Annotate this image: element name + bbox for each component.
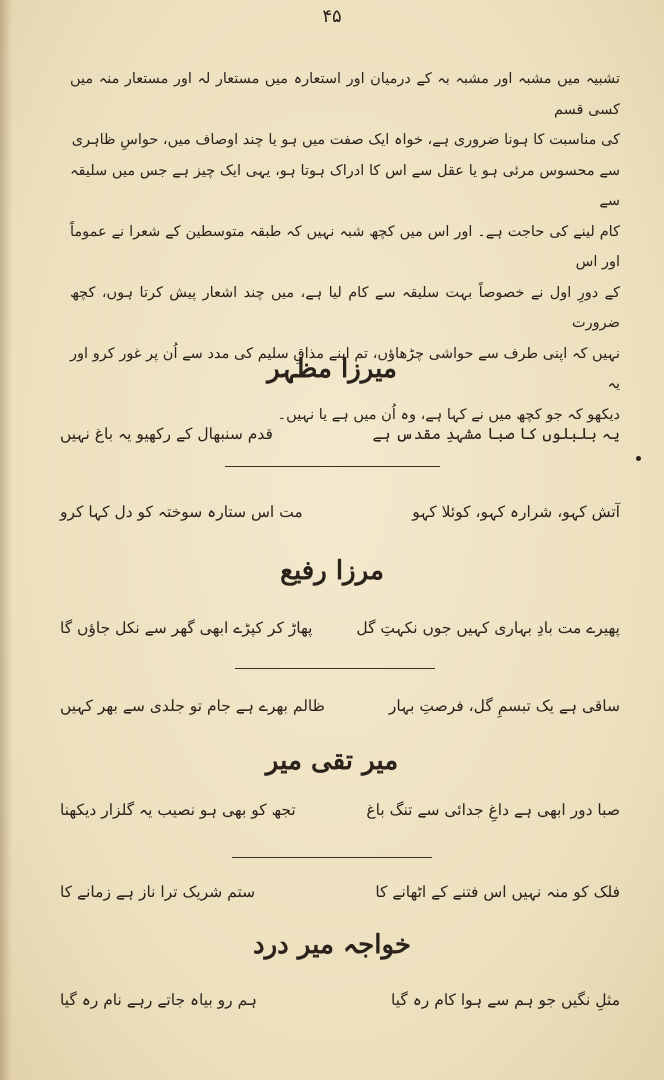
couplet [60,492,620,532]
misra-first: فلک کو منہ نہیں اس فتنے کے اٹھانے کا [375,883,620,901]
misra-second: ظالم بھرے ہے جام تو جلدی سے بھر کہیں [60,697,325,715]
couplet [60,980,620,1020]
divider-rule [232,857,432,858]
poet-heading-mirza-rafi: مرزا رفیع [280,556,384,586]
divider-rule [225,466,440,467]
intro-line: نہیں کہ اپنی طرف سے حواشی چڑھاؤں، تم اپنے مذاقِ سلیم کی مدد سے اُن پر غور کرو اور یہ [70,345,620,392]
couplet [60,608,620,648]
misra-second: ستم شریک ترا ناز ہے زمانے کا [60,883,256,901]
misra-first: پھیرے مت بادِ بہاری کہیں جوں نکہتِ گل [356,619,620,637]
misra-second: تجھ کو بھی ہو نصیب یہ گلزار دیکھنا [60,801,296,819]
misra-second: مت اس ستارہ سوختہ کو دل کہا کرو [60,503,303,521]
page-number: ۴۵ [322,6,342,27]
misra-first: مثلِ نگیں جو ہم سے ہوا کام رہ گیا [391,991,620,1009]
intro-line: کے دورِ اول نے خصوصاً بہت سلیقہ سے کام لیا ہے، میں چند اشعار پیش کرتا ہوں، کچھ ضرورت [70,284,620,331]
couplet [60,790,620,830]
divider-rule [235,668,435,669]
poet-heading-mir-taqi-mir: میر تقی میر [265,746,399,776]
couplet [60,686,620,726]
misra-first: صبا دور ابھی ہے داغِ جدائی سے تنگ باغ [366,801,620,819]
margin-mark [636,456,641,461]
misra-second: پھاڑ کر کپڑے ابھی گھر سے نکل جاؤں گا [60,619,313,637]
misra-first: آتش کہو، شرارہ کہو، کوئلا کہو [412,503,620,521]
couplet [60,414,620,454]
intro-line: کام لینے کی حاجت ہے۔ اور اس میں کچھ شبہ نہیں کہ طبقہ متوسطین کے شعرا نے عموماً اور اس [70,223,620,270]
intro-line: دیکھو کہ جو کچھ میں نے کہا ہے، وہ اُن میں ہے یا نہیں۔ [277,406,620,423]
couplet [60,872,620,912]
misra-second: قدم سنبھال کے رکھیو یہ باغ نہیں [60,425,273,443]
intro-line: کی مناسبت کا ہونا ضروری ہے، خواہ ایک صفت میں ہو یا چند اوصاف میں، حواسِ ظاہری [71,132,620,148]
page-edge-shadow [0,0,12,1080]
intro-line: سے محسوس مرئی ہو یا عقل سے اس کا ادراک ہوتا ہو، یہی ایک چیز ہے جس میں سلیقہ سے [70,162,620,209]
misra-first: ساقی ہے یک تبسمِ گل، فرصتِ بہار [388,697,620,715]
intro-line: تشبیہ میں مشبہ اور مشبہ بہ کے درمیان اور استعارہ میں مستعار لہ اور مستعار منہ میں کسی قسم [70,71,620,118]
misra-first: یہ بلبلوں کا صبا مشہدِ مقدس ہے [372,425,620,443]
poet-heading-khwaja-mir-dard: خواجہ میر درد [253,930,411,960]
poet-heading-mirza-mazhar: میرزا مظہر [267,354,397,384]
misra-second: ہم رو بیاہ جاتے رہے نام رہ گیا [60,991,257,1009]
